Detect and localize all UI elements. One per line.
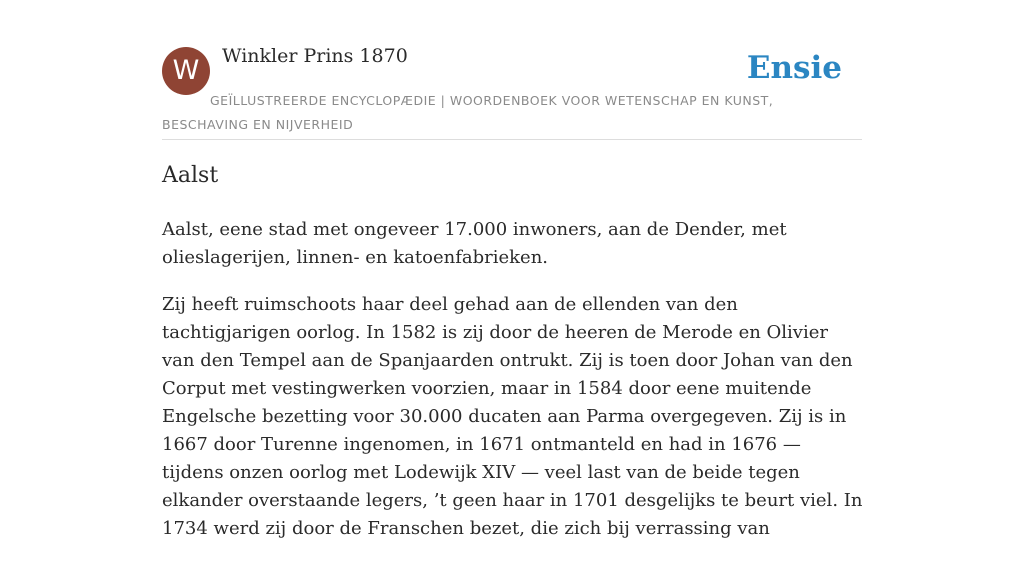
header-divider: [162, 139, 862, 140]
article-paragraph: Zij heeft ruimschoots haar deel gehad aan de ellenden van den tachtigjarigen oorlog. In 1582 is zij door de heeren de Merode en Olivier van den Tempel aan de Spanjaarden ontrukt. Zij is toen door Johan van den Corput met vestingwerken voorzien, maar in 1584 door eene muitende Engelsche bezetting voor 30.000 ducaten aan Parma overgegeven. Zij is in 1667 door Turenne ingenomen, in 1671 ontmanteld en had in 1676 — tijdens onzen oorlog met Lodewijk XIV — veel last van de beide tegen elkander overstaande legers, ’t geen haar in 1701 desgelijks te beurt viel. In 1734 werd zij door de Franschen bezet, die zich bij verrassing van: [162, 294, 863, 539]
avatar[interactable]: W: [162, 47, 210, 95]
article-body: [162, 216, 866, 562]
article-title: Aalst: [162, 163, 219, 188]
source-subtitle: GEÏLLUSTREERDE ENCYCLOPÆDIE | WOORDENBOEK VOOR WETENSCHAP EN KUNST, BESCHAVING EN NIJVERHEID: [162, 93, 774, 132]
source-title[interactable]: Winkler Prins 1870: [222, 45, 408, 67]
brand-logo[interactable]: Ensie: [746, 50, 842, 86]
article-paragraph: Aalst, eene stad met ongeveer 17.000 inwoners, aan de Dender, met olieslagerijen, linnen- en katoenfabrieken.: [162, 219, 787, 268]
